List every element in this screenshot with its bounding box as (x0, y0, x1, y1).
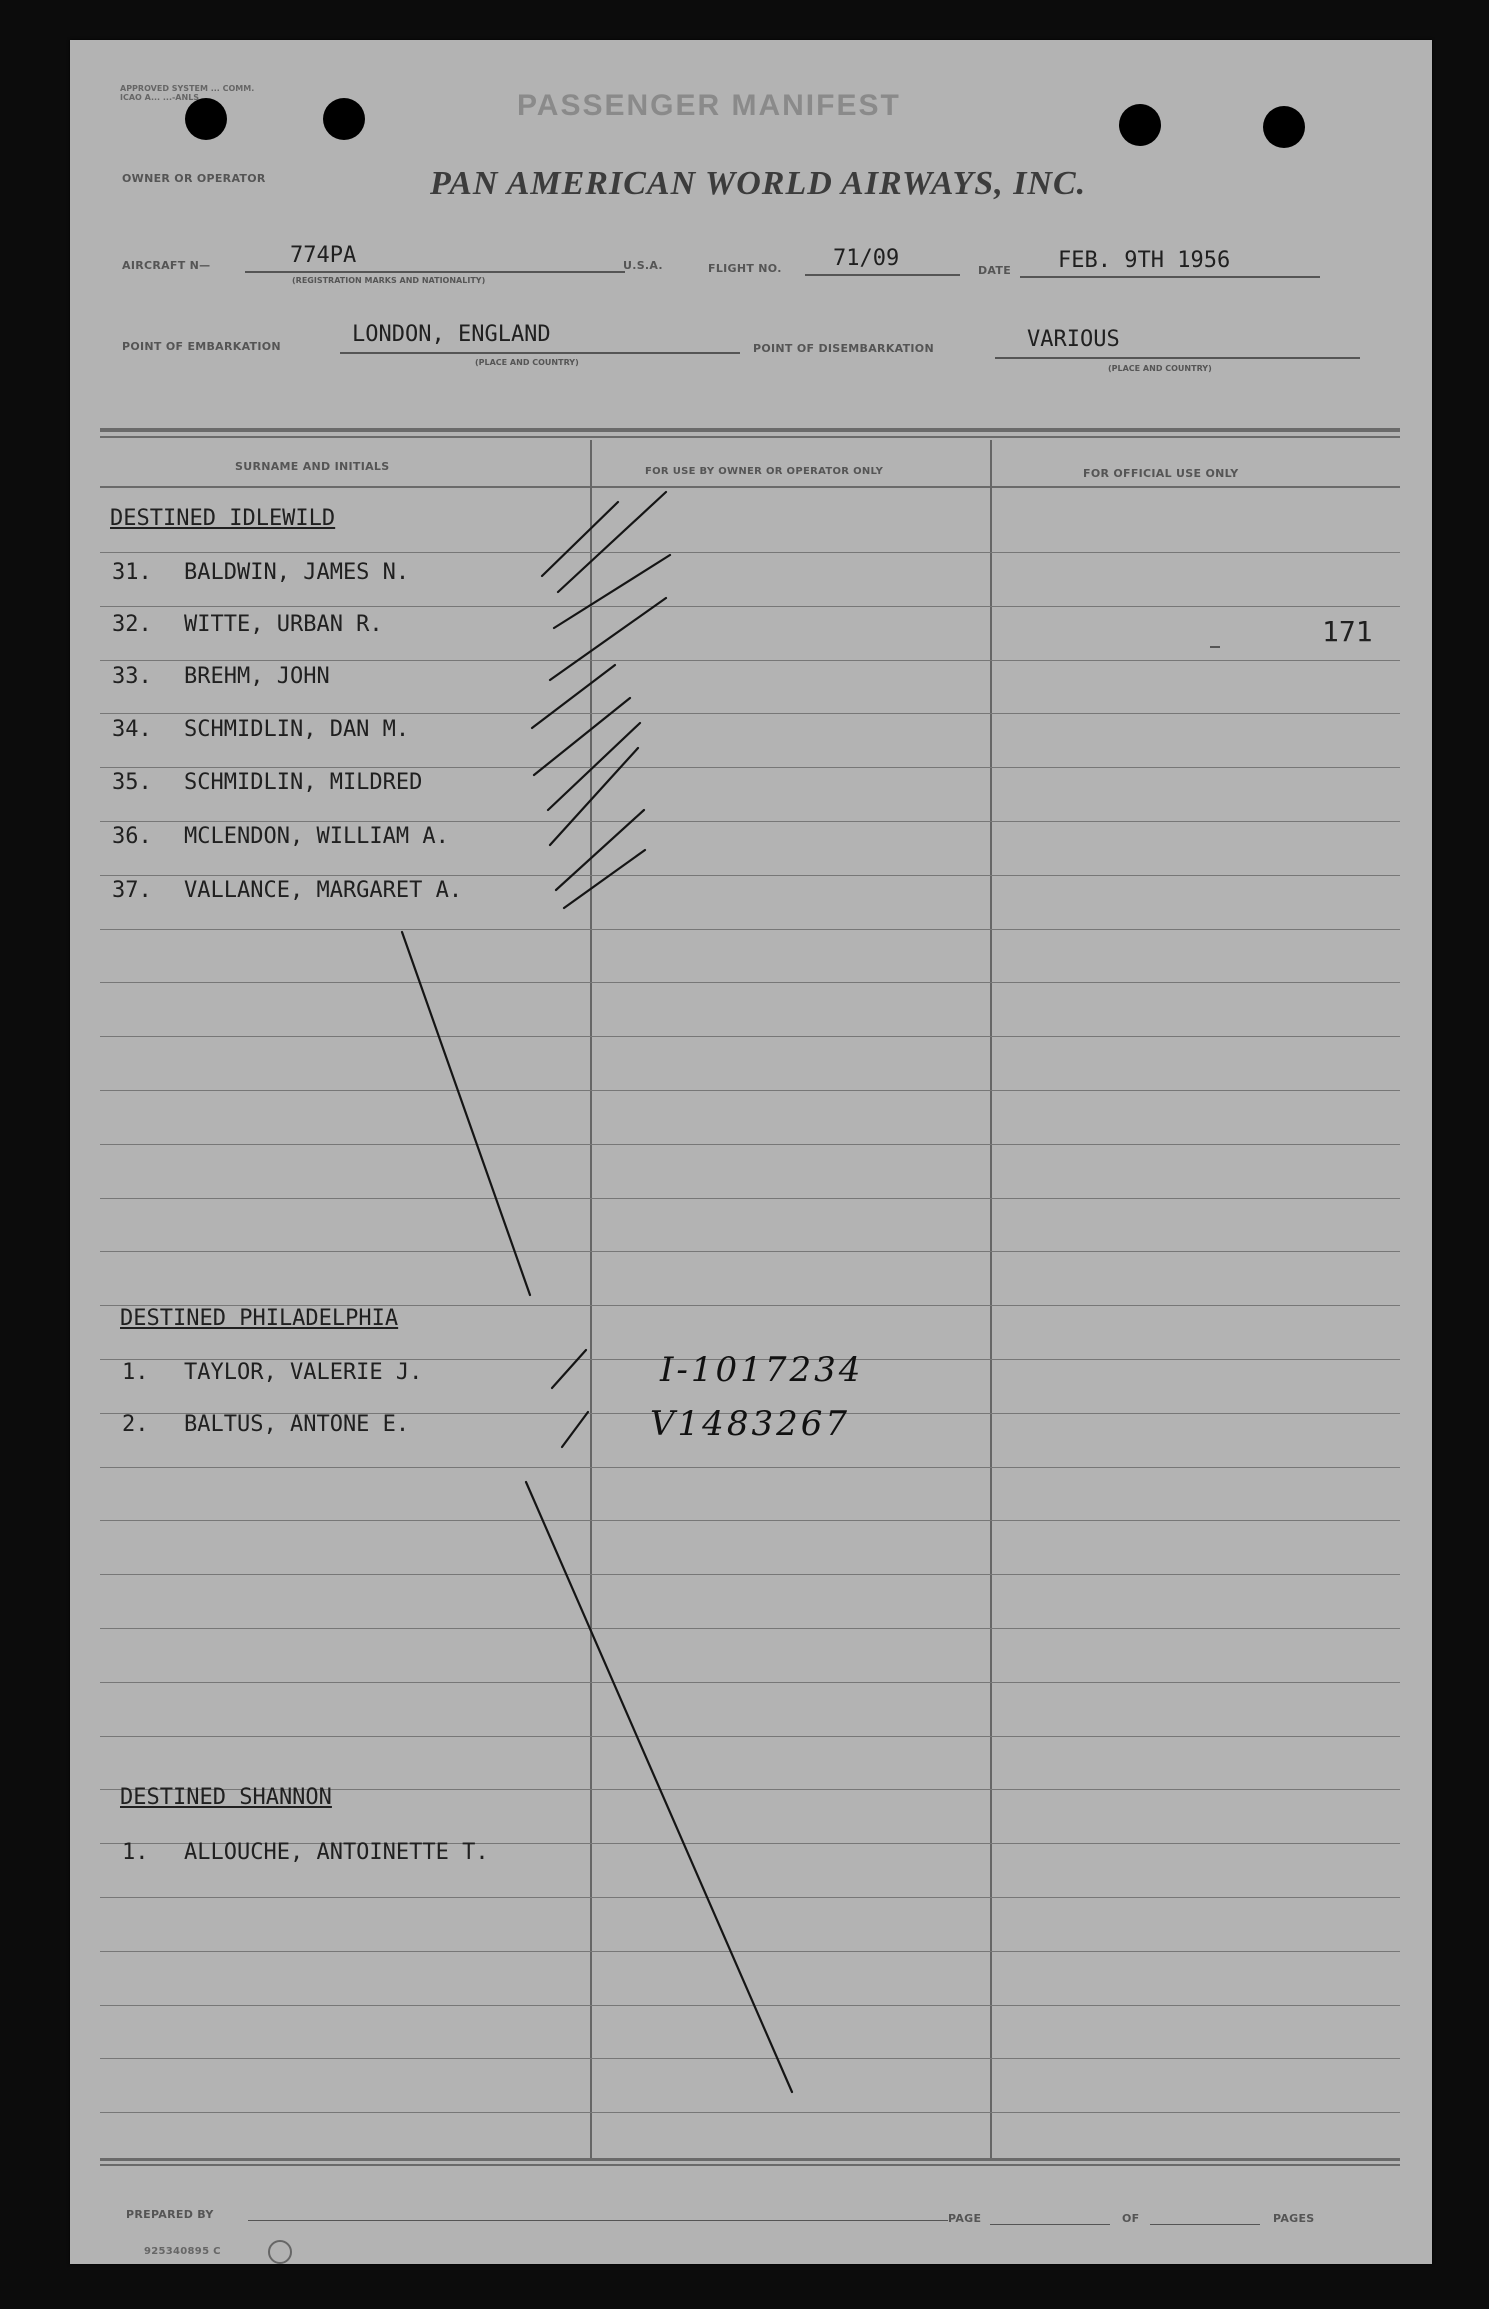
embarkation-note: (PLACE AND COUNTRY) (475, 358, 579, 367)
passenger-number: 33. (112, 664, 152, 689)
aircraft-note: (REGISTRATION MARKS AND NATIONALITY) (292, 276, 486, 285)
section-heading-shannon: DESTINED SHANNON (120, 1785, 332, 1810)
form-code: 925340895 C (144, 2246, 221, 2257)
pages-label: PAGES (1273, 2212, 1315, 2225)
union-bug-icon (268, 2240, 292, 2264)
of-label: OF (1122, 2212, 1140, 2225)
passenger-name: SCHMIDLIN, DAN M. (184, 717, 410, 742)
column-header-official-use: FOR OFFICIAL USE ONLY (1083, 467, 1239, 480)
passenger-name: TAYLOR, VALERIE J. (184, 1360, 423, 1385)
table-bottom-rule-2 (100, 2164, 1400, 2166)
date-value: FEB. 9TH 1956 (1058, 248, 1231, 273)
passenger-number: 1. (122, 1840, 149, 1865)
section-heading-philadelphia: DESTINED PHILADELPHIA (120, 1306, 399, 1331)
pen-check-marks (70, 40, 1432, 2264)
disembarkation-value: VARIOUS (1027, 327, 1120, 352)
handwritten-number-1: I-1017234 (660, 1350, 864, 1390)
usa-label: U.S.A. (623, 259, 663, 272)
section-heading-idlewild: DESTINED IDLEWILD (110, 506, 336, 531)
approval-stamp: APPROVED SYSTEM ... COMM. ICAO A... ...-ANLS (120, 84, 255, 102)
passenger-number: 2. (122, 1412, 149, 1437)
owner-label: OWNER OR OPERATOR (122, 172, 266, 185)
manifest-sheet (70, 40, 1432, 2264)
passenger-number: 36. (112, 824, 152, 849)
passenger-number: 35. (112, 770, 152, 795)
of-line (1150, 2224, 1260, 2225)
passenger-name: SCHMIDLIN, MILDRED (184, 770, 423, 795)
form-title: PASSENGER MANIFEST (517, 89, 901, 122)
passenger-name: BALDWIN, JAMES N. (184, 560, 410, 585)
embarkation-label: POINT OF EMBARKATION (122, 340, 281, 353)
flight-value: 71/09 (833, 246, 900, 271)
passenger-name: MCLENDON, WILLIAM A. (184, 824, 449, 849)
passenger-number: 1. (122, 1360, 149, 1385)
airline-name: PAN AMERICAN WORLD AIRWAYS, INC. (430, 165, 1087, 202)
table-bottom-rule (100, 2158, 1400, 2161)
passenger-name: ALLOUCHE, ANTOINETTE T. (184, 1840, 489, 1865)
passenger-number: 37. (112, 878, 152, 903)
passenger-number: 31. (112, 560, 152, 585)
page-label: PAGE (948, 2212, 982, 2225)
embarkation-value: LONDON, ENGLAND (352, 322, 551, 347)
passenger-name: WITTE, URBAN R. (184, 612, 383, 637)
passenger-name: VALLANCE, MARGARET A. (184, 878, 463, 903)
flight-label: FLIGHT NO. (708, 262, 782, 275)
page-line (990, 2224, 1110, 2225)
date-label: DATE (978, 264, 1012, 277)
column-header-surname: SURNAME AND INITIALS (235, 460, 390, 473)
passenger-name: BREHM, JOHN (184, 664, 330, 689)
column-header-owner-use: FOR USE BY OWNER OR OPERATOR ONLY (645, 466, 884, 477)
passenger-name: BALTUS, ANTONE E. (184, 1412, 410, 1437)
disembarkation-label: POINT OF DISEMBARKATION (753, 342, 934, 355)
official-note: 171 (1322, 615, 1373, 648)
aircraft-value: 774PA (290, 243, 357, 268)
handwritten-number-2: V1483267 (650, 1404, 850, 1444)
prepared-by-label: PREPARED BY (126, 2208, 214, 2221)
passenger-number: 34. (112, 717, 152, 742)
disembarkation-note: (PLACE AND COUNTRY) (1108, 364, 1212, 373)
prepared-by-line (248, 2220, 948, 2221)
passenger-number: 32. (112, 612, 152, 637)
aircraft-label: AIRCRAFT N— (122, 259, 211, 272)
